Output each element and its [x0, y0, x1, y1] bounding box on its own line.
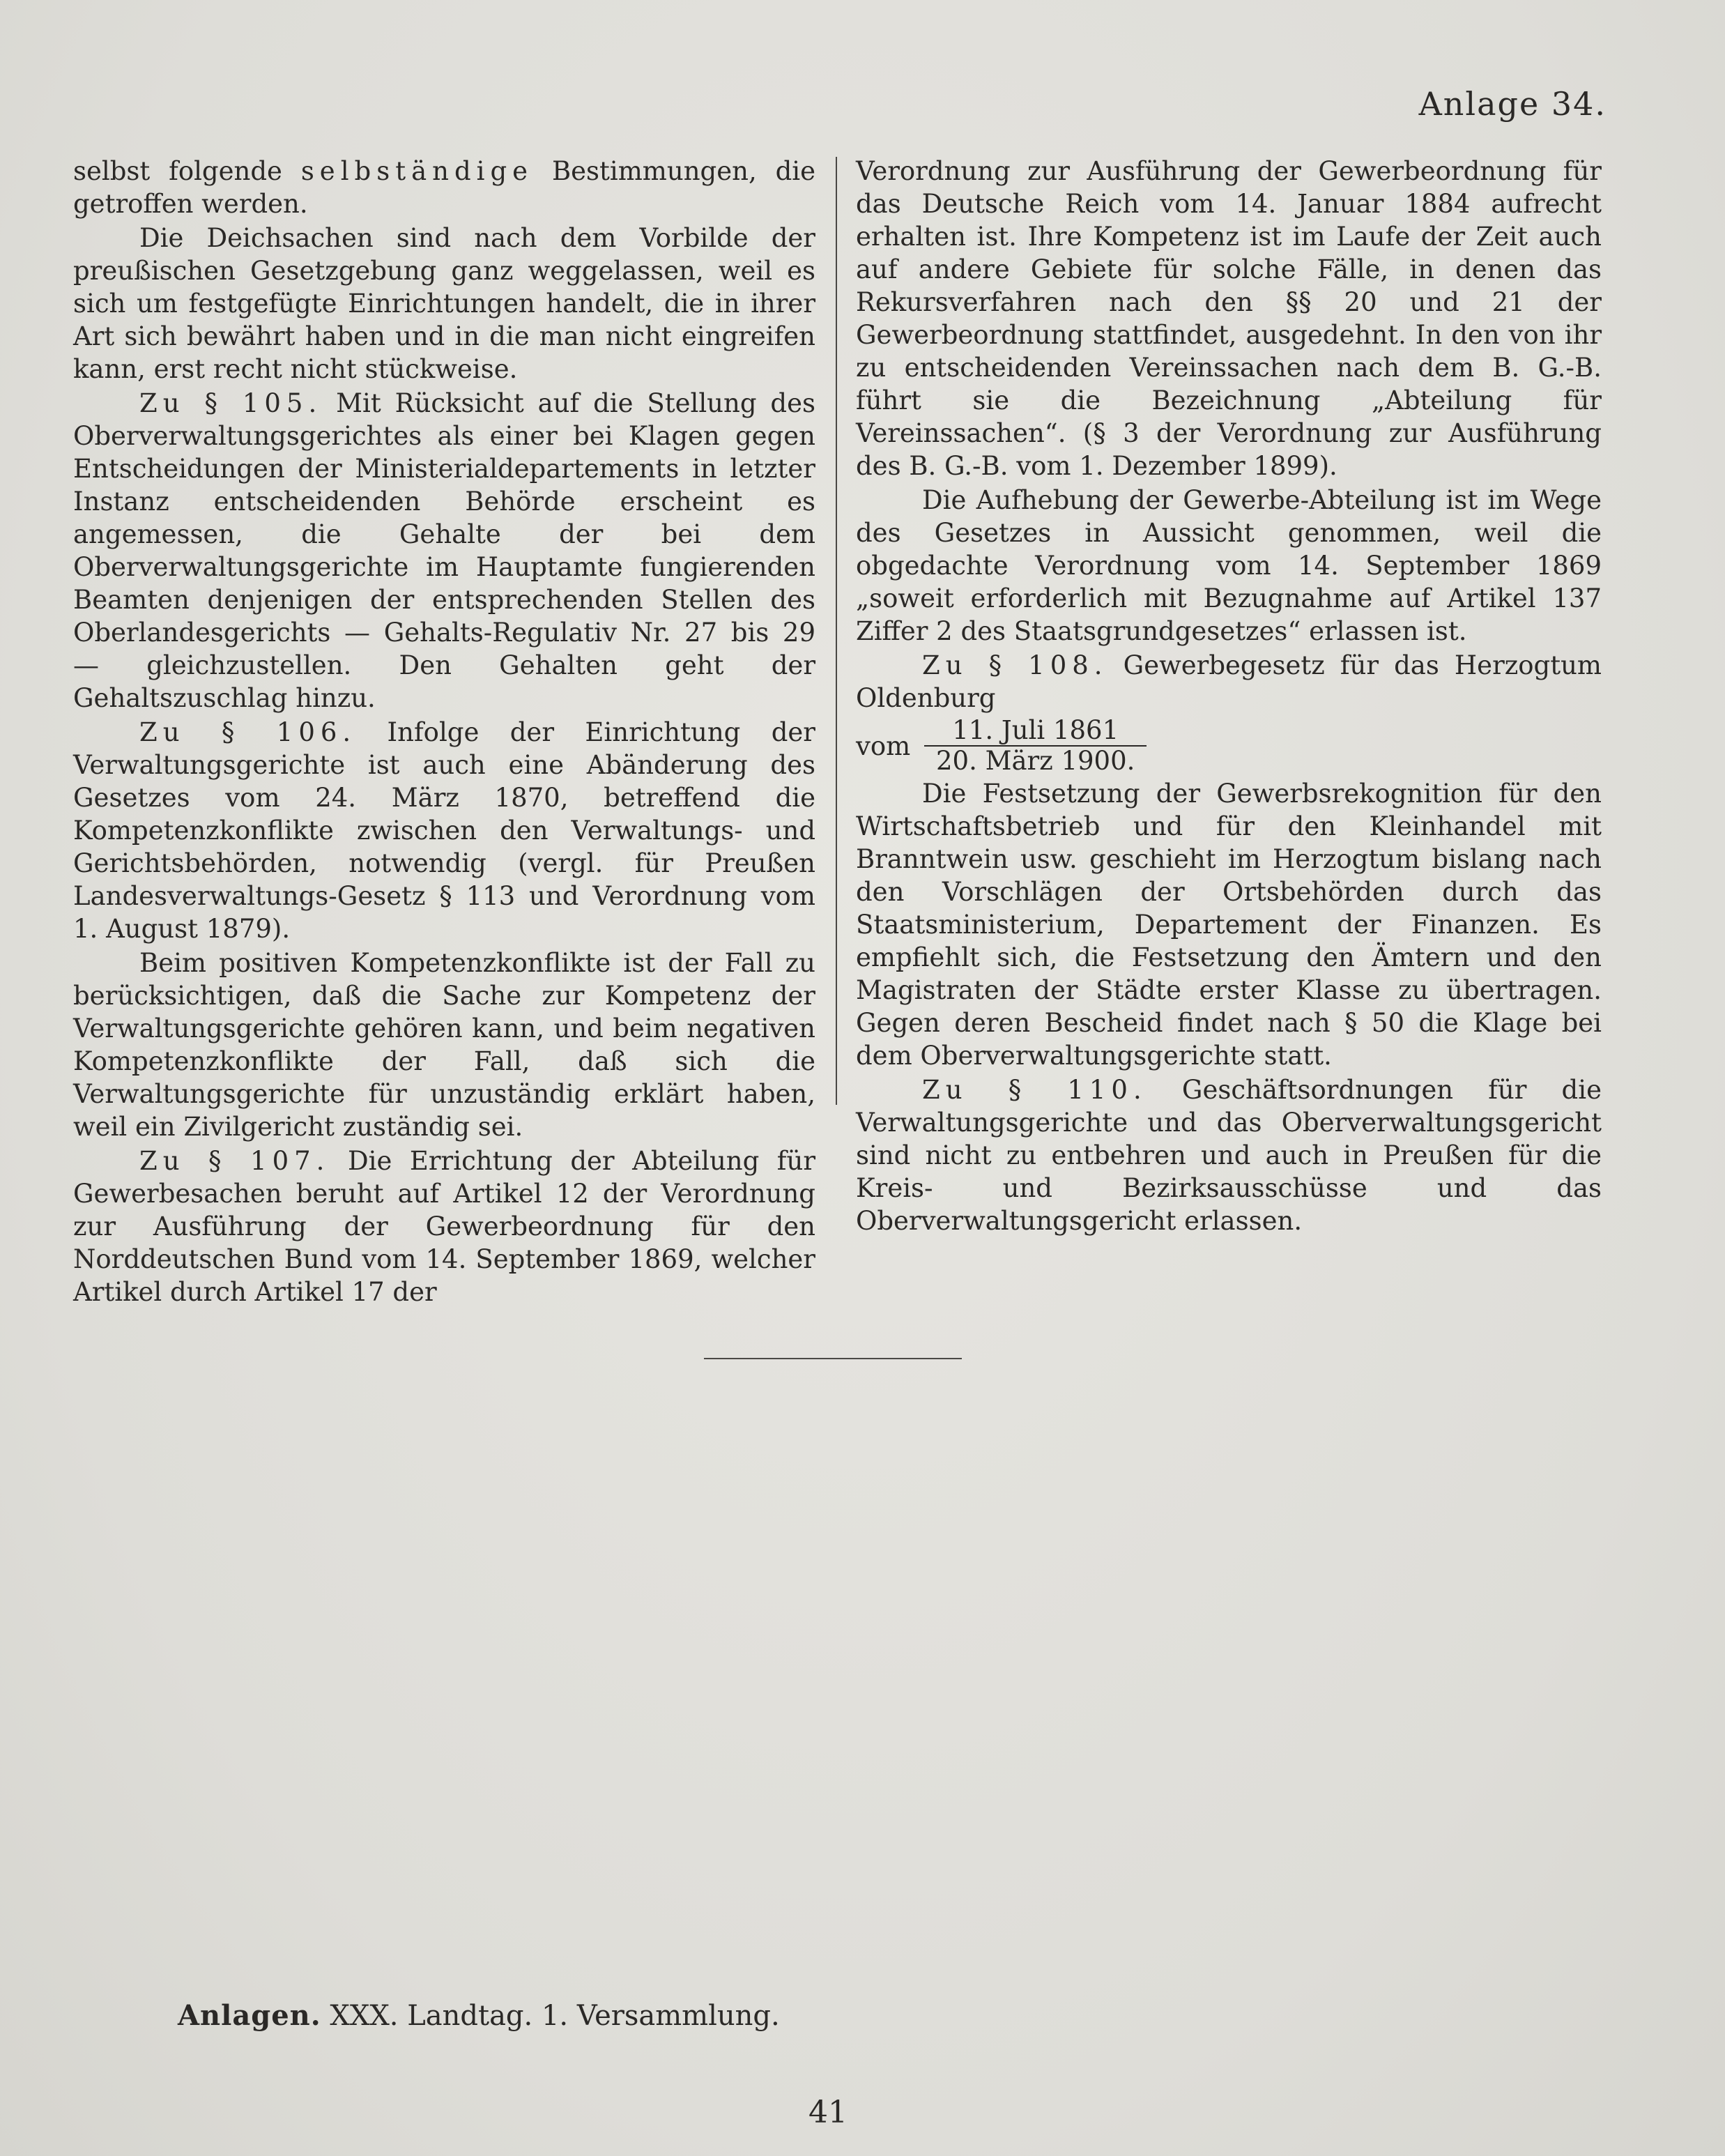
paragraph: Die Festsetzung der Gewerbsrekognition für den Wirtschaftsbetrieb und für den Kleinhandel mit Branntwein usw. geschieht im Herzogtum bislang nach den Vorschlägen der Ortsbehörden durch das Staatsministerium, Departement der Finanzen. Es empfiehlt sich, die Festsetzung den Ämtern und den Magistraten der Städte erster Klasse zu übertragen. Gegen deren Bescheid findet nach § 50 die Klage bei dem Oberverwaltungsgerichte statt. — [856, 779, 1602, 1071]
paragraph: Die Aufhebung der Gewerbe-Abteilung ist im Wege des Gesetzes in Aussicht genommen, weil die obgedachte Verordnung vom 14. September 1869 „soweit erforderlich mit Bezugnahme auf Artikel 137 Ziffer 2 des Staatsgrundgesetzes“ erlassen ist. — [856, 485, 1602, 646]
paragraph-text: Mit Rücksicht auf die Stellung des Oberverwaltungsgerichtes als einer bei Klagen gegen Entscheidungen der Ministerialdepartements in letzter Instanz entscheidenden Behörde erscheint es angemessen, die Gehalte der bei dem Oberverwaltungsgerichte im Hauptamte fungierenden Beamten denjenigen der entsprechenden Stellen des Oberlandesgerichts — Gehalts-Regulativ Nr. 27 bis 29 — gleichzustellen. Den Gehalten geht der Gehaltszuschlag hinzu. — [73, 388, 815, 713]
date-fraction-line — [856, 716, 1602, 776]
paragraph: Verordnung zur Ausführung der Gewerbeordnung für das Deutsche Reich vom 14. Januar 1884 aufrecht erhalten ist. Ihre Kompetenz ist im Laufe der Zeit auch auf andere Gebiete für solche Fälle, in denen das Rekursverfahren nach den §§ 20 und 21 der Gewerbeordnung stattfindet, ausgedehnt. In den von ihr zu entscheidenden Vereinssachen nach dem B. G.-B. führt sie die Bezeichnung „Abteilung für Vereinssachen“. (§ 3 der Verordnung zur Ausführung des B. G.-B. vom 1. Dezember 1899). — [856, 156, 1602, 481]
paragraph — [856, 1073, 1602, 1237]
paragraph-text: Infolge der Einrichtung der Verwaltungsgerichte ist auch eine Abänderung des Gesetzes vom 24. März 1870, betreffend die Kompetenzkonflikte zwischen den Verwaltungs- und Gerichtsbehörden, notwendig (vergl. für Preußen Landesverwaltungs-Gesetz § 113 und Verordnung vom 1. August 1879). — [73, 717, 815, 944]
section-heading: Zu § 107. — [139, 1146, 330, 1176]
emphasized-word: selbständige — [300, 156, 534, 186]
paragraph-text: Gewerbegesetz für das Herzogtum Oldenburg — [856, 650, 1602, 713]
paragraph-text: Bestimmungen, die getroffen werden. — [73, 156, 815, 219]
paragraph — [73, 387, 815, 714]
footer-title — [178, 1999, 780, 2032]
right-column — [856, 155, 1602, 1239]
column-divider — [836, 157, 837, 1105]
paragraph — [856, 649, 1602, 714]
section-heading: Zu § 106. — [139, 717, 357, 747]
end-rule — [704, 1358, 962, 1359]
fraction-denominator: 20. März 1900. — [935, 746, 1135, 776]
date-fraction — [924, 716, 1147, 776]
section-heading: Zu § 108. — [922, 650, 1108, 680]
vom-label: vom — [856, 731, 911, 761]
section-heading: Zu § 110. — [922, 1075, 1147, 1105]
paragraph-text: Geschäftsordnungen für die Verwaltungsgerichte und das Oberverwaltungsgericht sind nicht zu entbehren und auch in Preußen für die Kreis- und Bezirksausschüsse und das Oberverwaltungsgericht erlassen. — [856, 1075, 1602, 1236]
paragraph: Die Deichsachen sind nach dem Vorbilde der preußischen Gesetzgebung ganz weggelassen, weil es sich um festgefügte Einrichtungen handelt, die in ihrer Art sich bewährt haben und in die man nicht eingreifen kann, erst recht nicht stückweise. — [73, 223, 815, 384]
paragraph — [73, 1145, 815, 1308]
page-number: 41 — [808, 2095, 848, 2130]
paragraph — [73, 155, 815, 220]
paragraph-text: selbst folgende — [73, 156, 282, 186]
paragraph: Beim positiven Kompetenzkonflikte ist der Fall zu berücksichtigen, daß die Sache zur Kompetenz der Verwaltungsgerichte gehören kann, und beim negativen Kompetenzkonflikte der Fall, daß sich die Verwaltungsgerichte für unzuständig erklärt haben, weil ein Zivilgericht zuständig sei. — [73, 948, 815, 1142]
fraction-numerator: 11. Juli 1861 — [924, 716, 1147, 747]
paragraph — [73, 716, 815, 945]
footer-title-rest: XXX. Landtag. 1. Versammlung. — [330, 2000, 780, 2032]
annex-label: Anlage 34. — [1418, 85, 1607, 123]
left-column — [73, 155, 815, 1310]
paragraph-text: Die Errichtung der Abteilung für Gewerbesachen beruht auf Artikel 12 der Verordnung zur Ausführung der Gewerbeordnung für den Norddeutschen Bund vom 14. September 1869, welcher Artikel durch Artikel 17 der — [73, 1146, 815, 1307]
section-heading: Zu § 105. — [139, 388, 323, 418]
footer-title-bold: Anlagen. — [178, 1999, 321, 2032]
